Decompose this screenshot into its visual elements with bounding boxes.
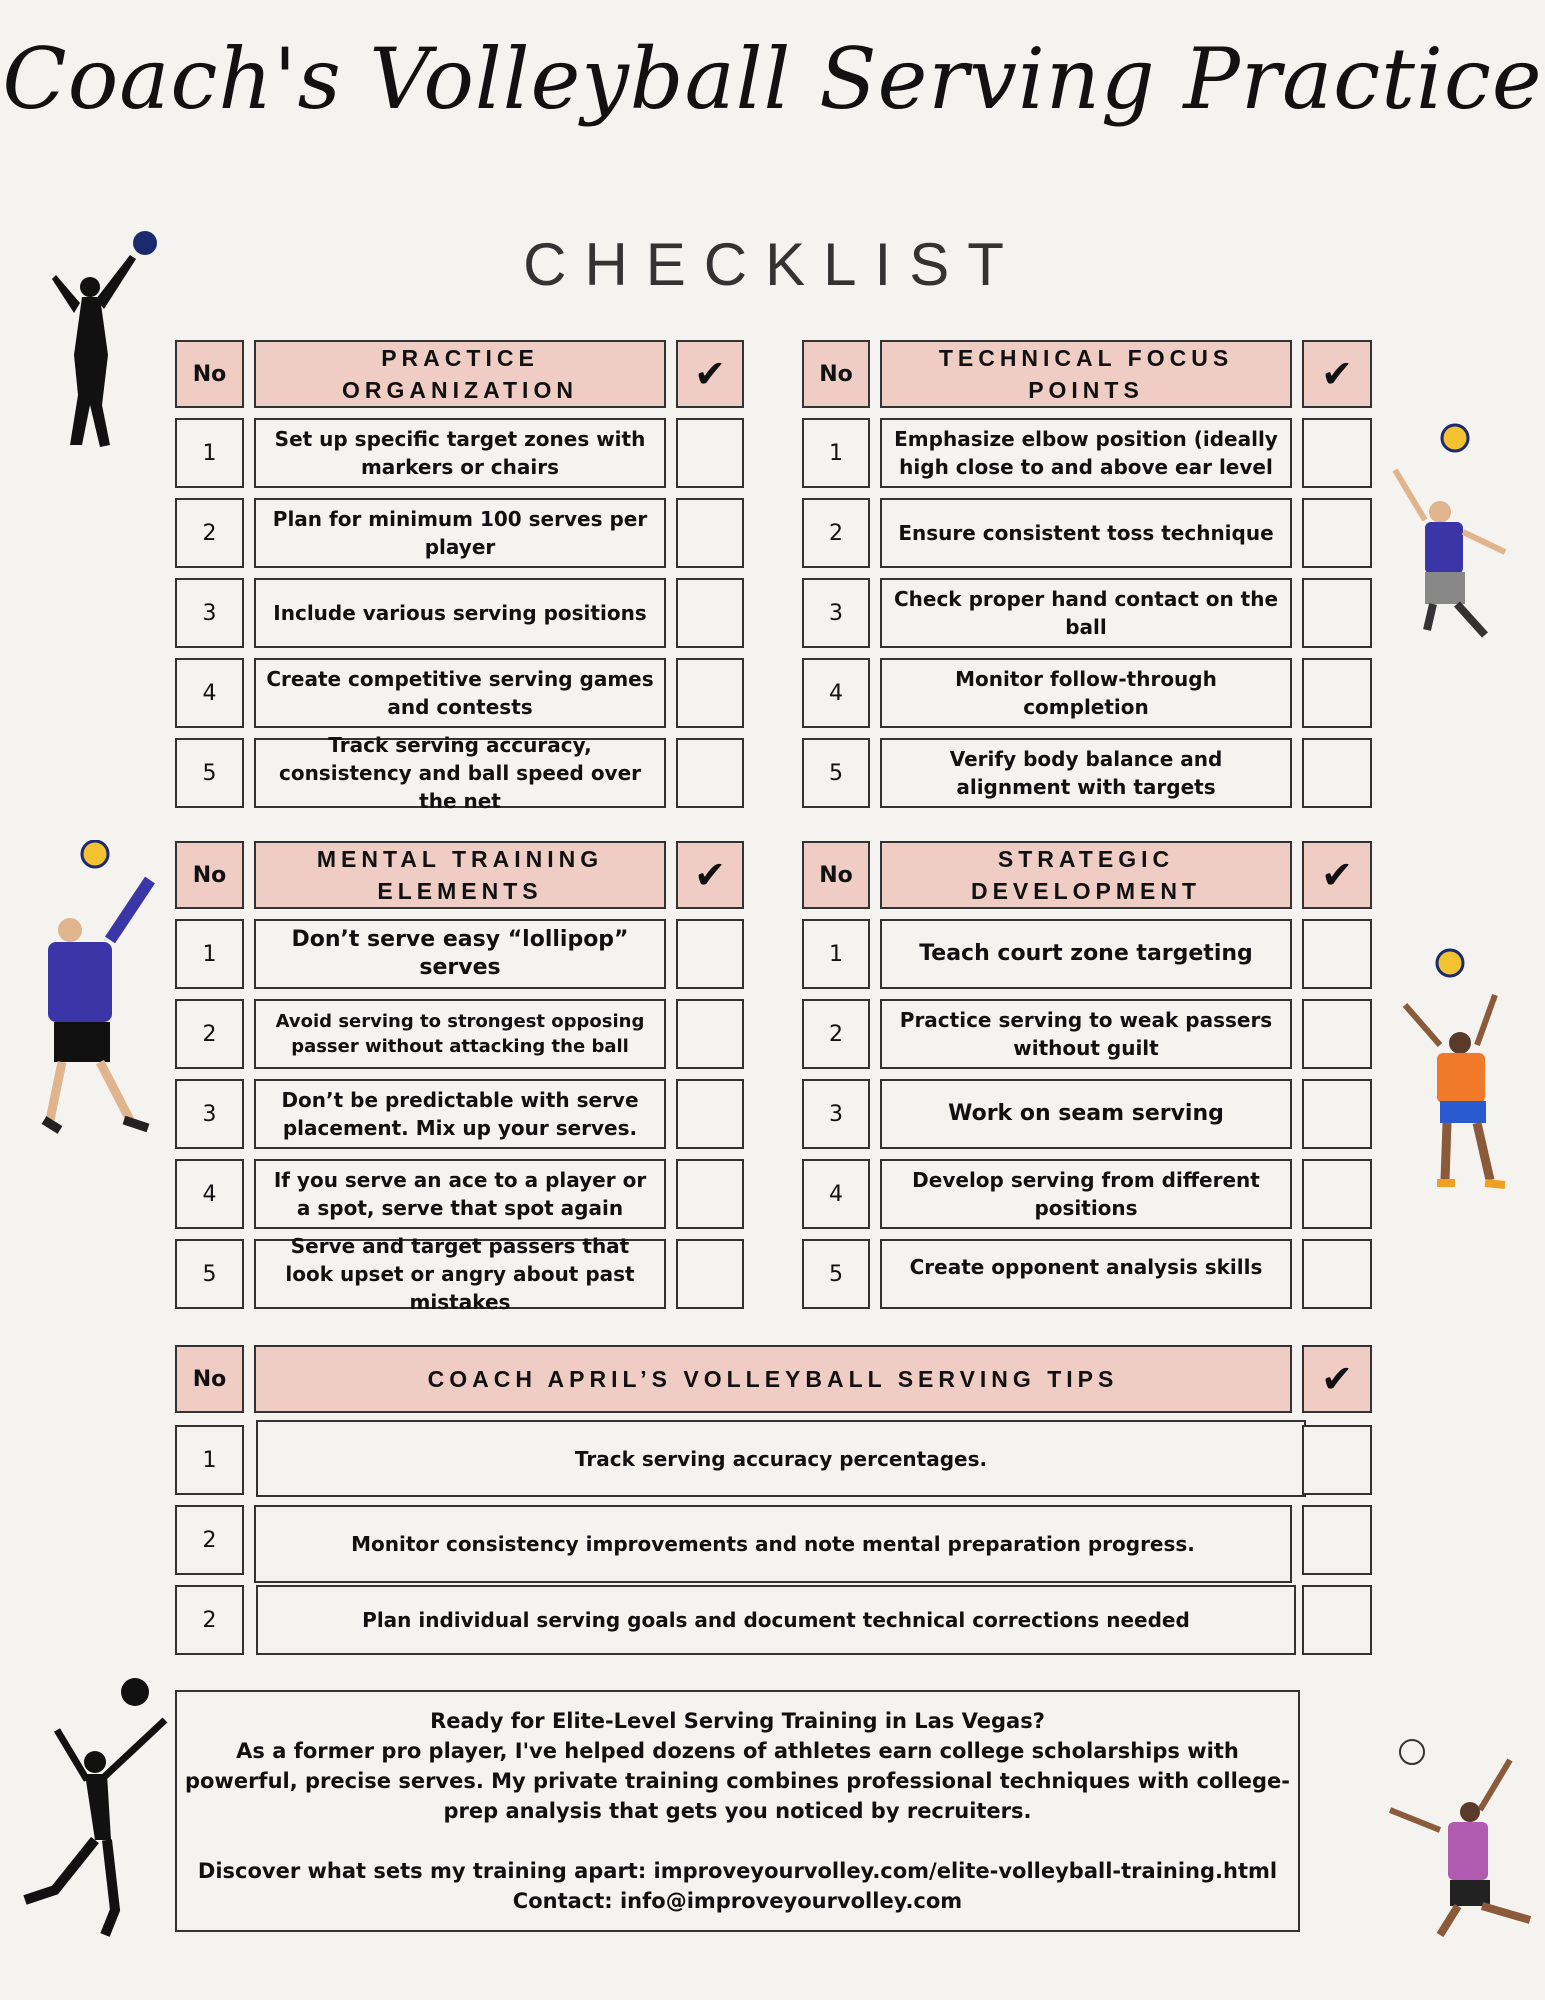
section-3-row-4-number: 4 [802,1159,870,1229]
section-0-row-2-number: 2 [175,498,244,568]
section-1-row-4-checkbox[interactable] [1302,658,1372,728]
section-3-no-header: No [802,841,870,909]
section-3-row-1-number: 1 [802,919,870,989]
section-0-row-5-checkbox[interactable] [676,738,744,808]
section-0-row-1-text: Set up specific target zones with markers or chairs [254,418,666,488]
tips-title: COACH APRIL’S VOLLEYBALL SERVING TIPS [254,1345,1292,1413]
section-3-row-1-checkbox[interactable] [1302,919,1372,989]
promo-box [175,1690,1300,1932]
section-1-no-header: No [802,340,870,408]
section-0-row-3-checkbox[interactable] [676,578,744,648]
section-1-row-5-number: 5 [802,738,870,808]
section-1-row-3-number: 3 [802,578,870,648]
jumping-server-silhouette-icon [15,1670,175,1940]
checkmark-icon: ✔ [1302,841,1372,909]
section-2-row-4-checkbox[interactable] [676,1159,744,1229]
section-1-row-5-checkbox[interactable] [1302,738,1372,808]
promo-body: As a former pro player, I've helped dozens of athletes earn college scholarships with powerful, precise serves. My private training combines professional techniques with college-prep analysis that gets you noticed by recruiters. [184,1739,1291,1823]
section-2-row-3-number: 3 [175,1079,244,1149]
tips-row-1-text: Track serving accuracy percentages. [256,1420,1306,1497]
section-0-row-3-number: 3 [175,578,244,648]
section-2-row-5-checkbox[interactable] [676,1239,744,1309]
section-3-title: STRATEGIC DEVELOPMENT [880,841,1292,909]
checkmark-icon: ✔ [1302,1345,1372,1413]
server-silhouette-icon [30,225,160,455]
section-0-row-5-number: 5 [175,738,244,808]
section-1-row-2-checkbox[interactable] [1302,498,1372,568]
promo-spacer [177,1826,1298,1856]
section-2-row-1-text: Don’t serve easy “lollipop” serves [254,919,666,989]
section-2-row-1-number: 1 [175,919,244,989]
section-0-row-5-text: Track serving accuracy, consistency and ball speed over the net [254,738,666,808]
tips-row-2-text: Monitor consistency improvements and note mental preparation progress. [254,1505,1292,1583]
section-1-row-4-number: 4 [802,658,870,728]
tips-row-3-number: 2 [175,1585,244,1655]
checkmark-icon: ✔ [676,841,744,909]
section-3-row-5-checkbox[interactable] [1302,1239,1372,1309]
section-2-title: MENTAL TRAINING ELEMENTS [254,841,666,909]
page-title: Coach's Volleyball Serving Practice [2,30,1543,128]
section-1-row-1-number: 1 [802,418,870,488]
section-2-row-2-number: 2 [175,999,244,1069]
section-3-row-2-checkbox[interactable] [1302,999,1372,1069]
section-0-row-4-number: 4 [175,658,244,728]
section-2-row-3-text: Don’t be predictable with serve placement. Mix up your serves. [254,1079,666,1149]
section-2-row-4-text: If you serve an ace to a player or a spot, serve that spot again [254,1159,666,1229]
section-1-row-4-text: Monitor follow-through completion [880,658,1292,728]
page-subtitle: CHECKLIST [523,231,1022,298]
section-2-row-5-text: Serve and target passers that look upset or angry about past mistakes [254,1239,666,1309]
section-1-row-5-text: Verify body balance and alignment with targets [880,738,1292,808]
section-2-row-5-number: 5 [175,1239,244,1309]
section-3-row-2-number: 2 [802,999,870,1069]
section-2-row-2-text: Avoid serving to strongest opposing passer without attacking the ball [254,999,666,1069]
section-3-row-3-checkbox[interactable] [1302,1079,1372,1149]
section-3-row-3-number: 3 [802,1079,870,1149]
promo-heading: Ready for Elite-Level Serving Training in Las Vegas? [430,1709,1045,1733]
player-navy-hoodie-icon [20,840,160,1140]
section-0-row-2-checkbox[interactable] [676,498,744,568]
section-0-row-1-checkbox[interactable] [676,418,744,488]
tips-row-2-number: 2 [175,1505,244,1575]
section-1-row-3-checkbox[interactable] [1302,578,1372,648]
section-1-row-2-text: Ensure consistent toss technique [880,498,1292,568]
section-3-row-2-text: Practice serving to weak passers without guilt [880,999,1292,1069]
section-3-row-5-text: Create opponent analysis skills [880,1239,1292,1309]
section-2-row-1-checkbox[interactable] [676,919,744,989]
tips-row-2-checkbox[interactable] [1302,1505,1372,1575]
checkmark-icon: ✔ [1302,340,1372,408]
section-0-row-3-text: Include various serving positions [254,578,666,648]
section-3-row-5-number: 5 [802,1239,870,1309]
tips-row-1-number: 1 [175,1425,244,1495]
section-1-row-3-text: Check proper hand contact on the ball [880,578,1292,648]
player-orange-jersey-icon [1385,945,1525,1195]
section-1-row-2-number: 2 [802,498,870,568]
section-0-title: PRACTICE ORGANIZATION [254,340,666,408]
section-3-row-4-checkbox[interactable] [1302,1159,1372,1229]
section-2-row-3-checkbox[interactable] [676,1079,744,1149]
section-2-no-header: No [175,841,244,909]
player-blue-spiker-icon [1385,420,1525,650]
section-3-row-1-text: Teach court zone targeting [880,919,1292,989]
tips-row-1-checkbox[interactable] [1302,1425,1372,1495]
section-0-row-2-text: Plan for minimum 100 serves per player [254,498,666,568]
section-1-row-1-text: Emphasize elbow position (ideally high close to and above ear level [880,418,1292,488]
section-0-row-1-number: 1 [175,418,244,488]
promo-contact-line[interactable]: Contact: info@improveyourvolley.com [512,1889,963,1913]
section-3-row-3-text: Work on seam serving [880,1079,1292,1149]
promo-link-line[interactable]: Discover what sets my training apart: improveyourvolley.com/elite-volleyball-training.html [197,1859,1278,1883]
section-1-title: TECHNICAL FOCUS POINTS [880,340,1292,408]
checkmark-icon: ✔ [676,340,744,408]
jumping-player-color-icon [1370,1730,1545,1940]
section-2-row-2-checkbox[interactable] [676,999,744,1069]
tips-row-3-text: Plan individual serving goals and document technical corrections needed [256,1585,1296,1655]
section-2-row-4-number: 4 [175,1159,244,1229]
tips-row-3-checkbox[interactable] [1302,1585,1372,1655]
section-0-no-header: No [175,340,244,408]
section-3-row-4-text: Develop serving from different positions [880,1159,1292,1229]
tips-no-header: No [175,1345,244,1413]
section-0-row-4-text: Create competitive serving games and contests [254,658,666,728]
section-1-row-1-checkbox[interactable] [1302,418,1372,488]
section-0-row-4-checkbox[interactable] [676,658,744,728]
